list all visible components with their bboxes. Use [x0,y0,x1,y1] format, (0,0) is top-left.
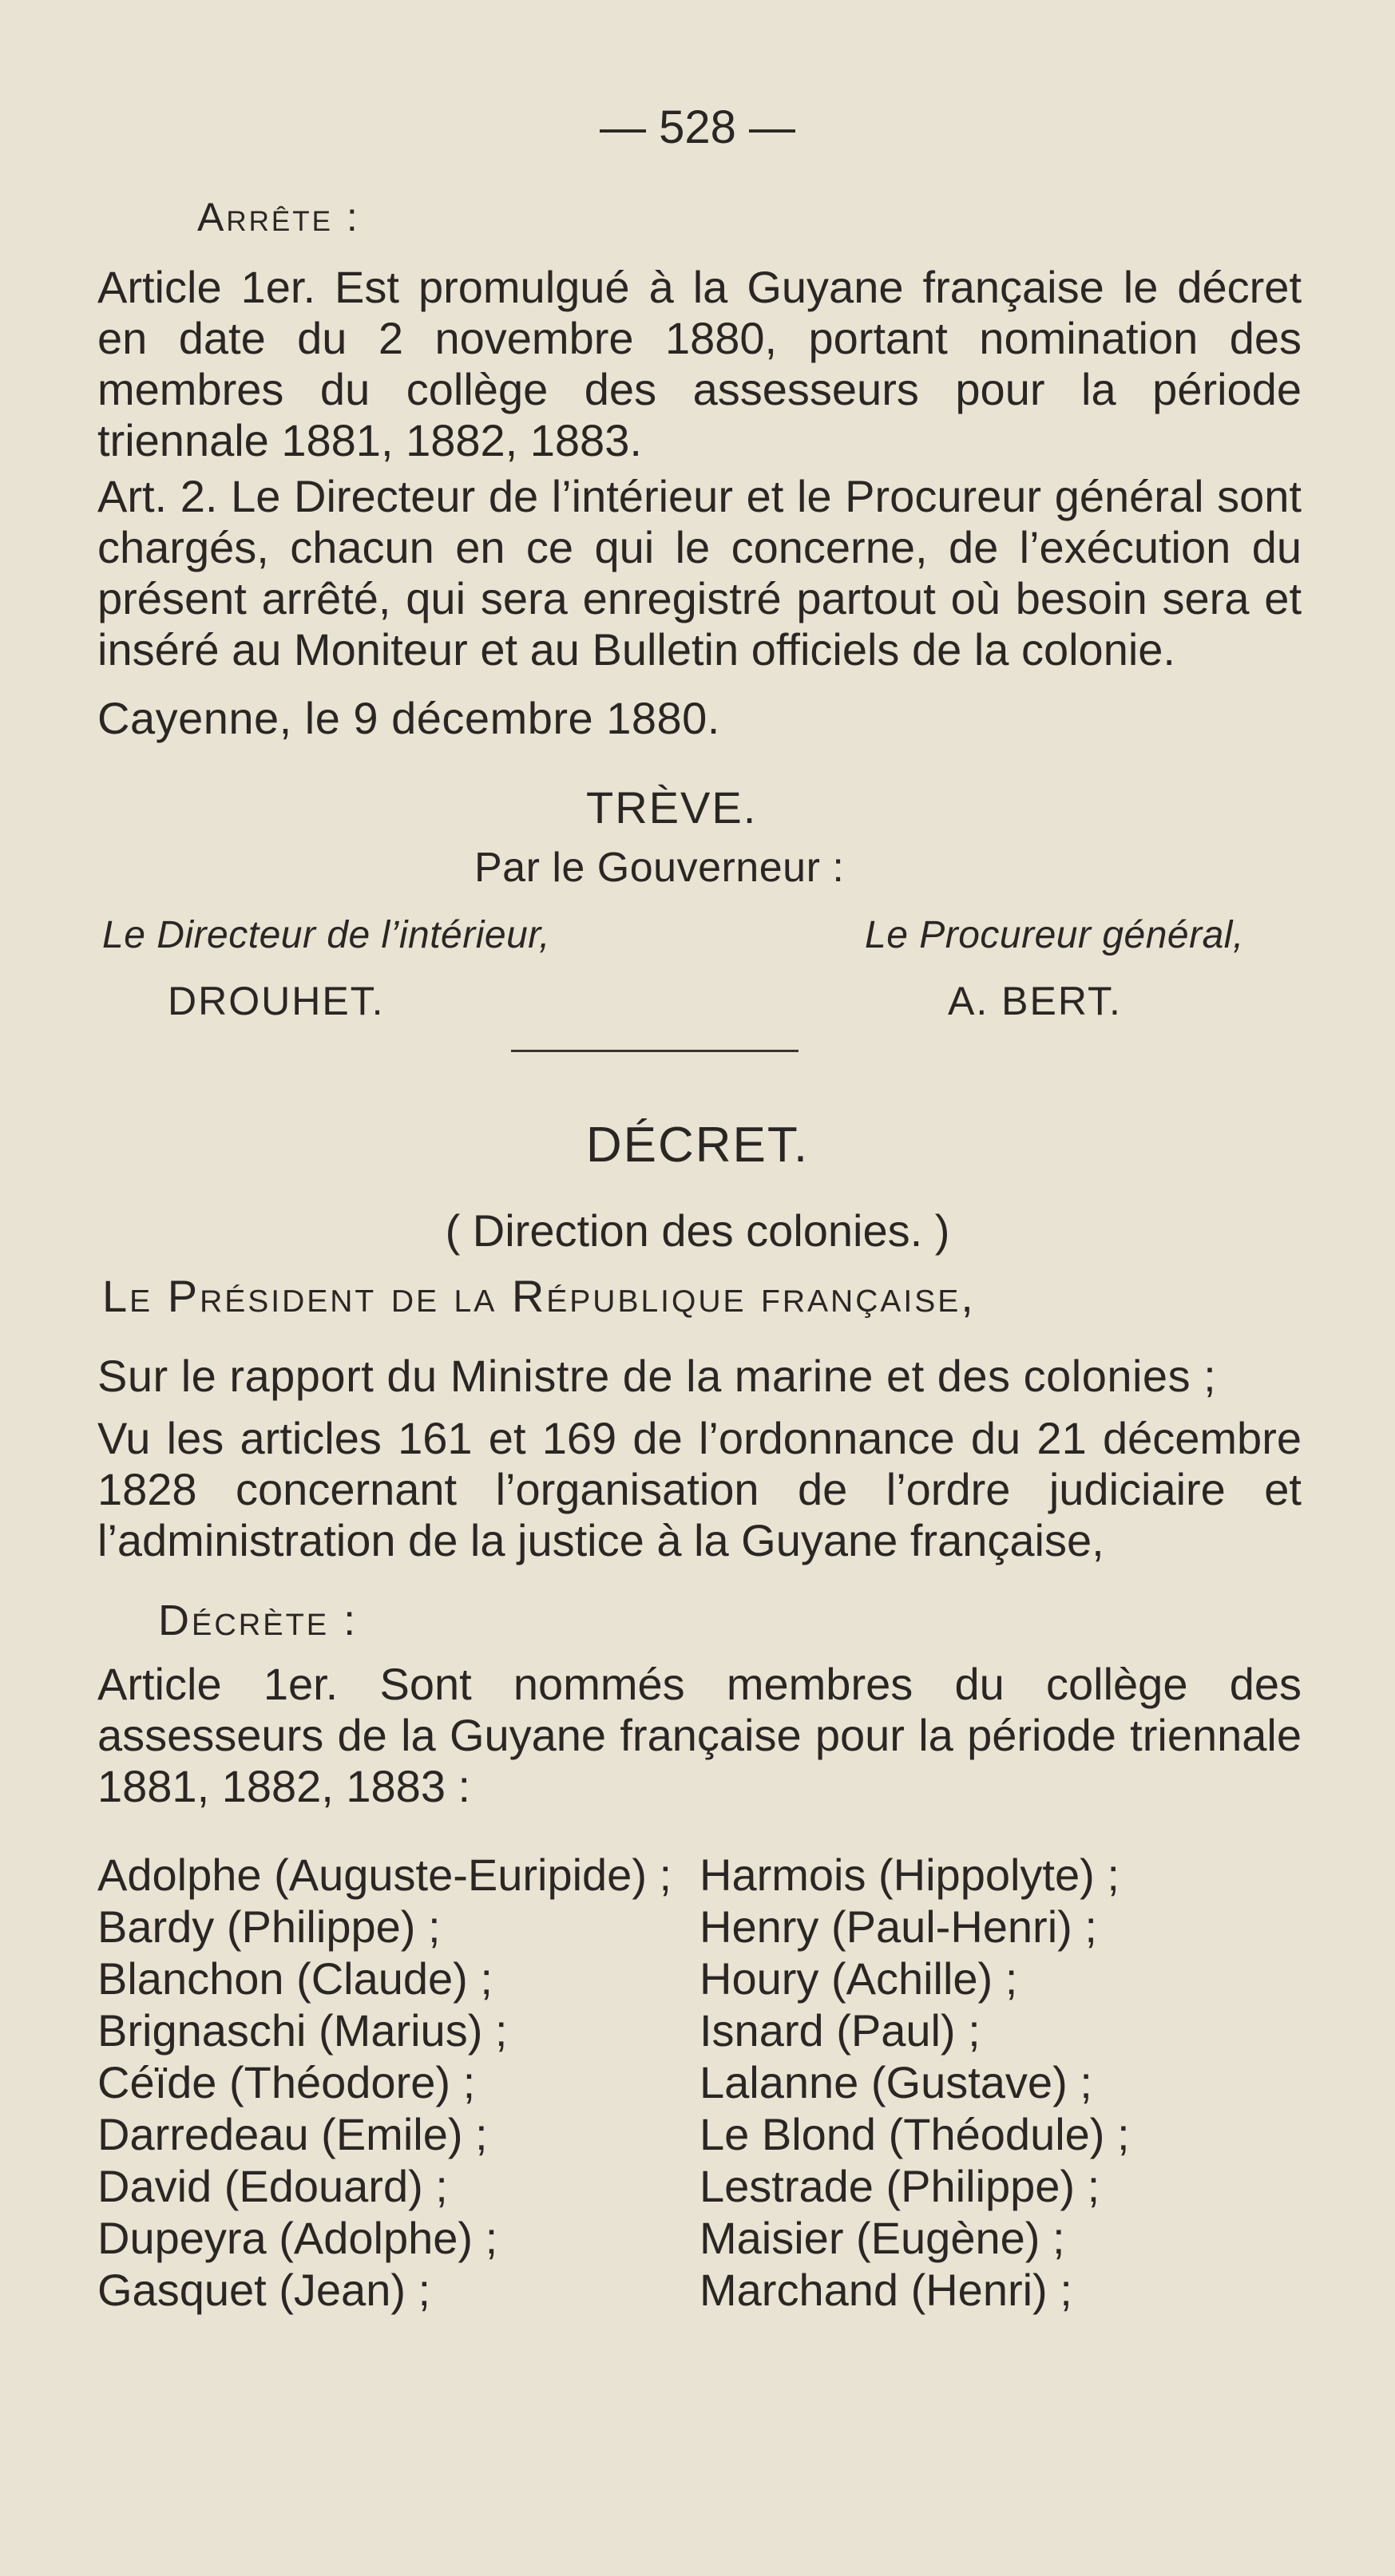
list-item: Harmois (Hippolyte) ; [699,1850,1120,1900]
list-item: Isnard (Paul) ; [699,2005,981,2056]
list-item: Adolphe (Auguste-Euripide) ; [97,1850,672,1900]
list-item: Henry (Paul-Henri) ; [699,1901,1097,1952]
arrete-heading: Arrête : [197,195,360,239]
list-item: Dupeyra (Adolphe) ; [97,2213,498,2263]
place-date: Cayenne, le 9 décembre 1880. [97,693,720,743]
right-signatory-name: A. BERT. [948,979,1122,1023]
list-item: Blanchon (Claude) ; [97,1953,493,2004]
list-item: Brignaschi (Marius) ; [97,2005,508,2056]
decrete-heading: Décrète : [158,1597,359,1644]
page-number: — 528 — [600,101,795,153]
left-signatory-name: DROUHET. [168,979,385,1023]
decret-article-1: Article 1er. Sont nommés membres du collège des assesseurs de la Guyane française pour la période triennale 1881, 1882, 1883 : [97,1659,1302,1811]
list-item: Gasquet (Jean) ; [97,2265,431,2315]
section-separator [511,1050,799,1052]
vu-paragraph: Vu les articles 161 et 169 de l’ordonnance du 21 décembre 1828 concernant l’organisation de l’ordre judiciaire et l’administration de la justice à la Guyane française, [97,1413,1302,1565]
list-item: Darredeau (Emile) ; [97,2109,488,2159]
list-item: David (Edouard) ; [97,2161,448,2211]
right-signatory-title: Le Procureur général, [865,914,1244,956]
par-le-gouverneur: Par le Gouverneur : [474,845,845,891]
list-item: Lestrade (Philippe) ; [699,2161,1100,2211]
list-item: Lalanne (Gustave) ; [699,2057,1092,2107]
president-line: Le Président de la République française, [102,1271,976,1321]
list-item: Bardy (Philippe) ; [97,1901,441,1952]
left-signatory-title: Le Directeur de l’intérieur, [102,914,550,956]
list-item: Le Blond (Théodule) ; [699,2109,1130,2159]
arrete-article-2: Art. 2. Le Directeur de l’intérieur et le Procureur général sont chargés, chacun en ce qui le concerne, de l’exécution du présent arrêté, qui sera enregistré partout où besoin sera et inséré au Moniteur et au Bulletin officiels de la colonie. [97,471,1302,675]
governor-name: TRÈVE. [586,782,758,833]
list-item: Céïde (Théodore) ; [97,2057,476,2107]
arrete-article-1: Article 1er. Est promulgué à la Guyane française le décret en date du 2 novembre 1880, portant nomination des membres du collège des assesseurs pour la période triennale 1881, 1882, 1883. [97,262,1302,465]
rapport-line: Sur le rapport du Ministre de la marine et des colonies ; [97,1351,1217,1401]
names-right-column [699,1849,1130,2316]
list-item: Marchand (Henri) ; [699,2265,1072,2315]
list-item: Houry (Achille) ; [699,1953,1018,2004]
names-left-column [97,1849,672,2316]
decret-title: DÉCRET. [585,1118,810,1173]
decret-subtitle: ( Direction des colonies. ) [445,1205,950,1256]
list-item: Maisier (Eugène) ; [699,2213,1065,2263]
